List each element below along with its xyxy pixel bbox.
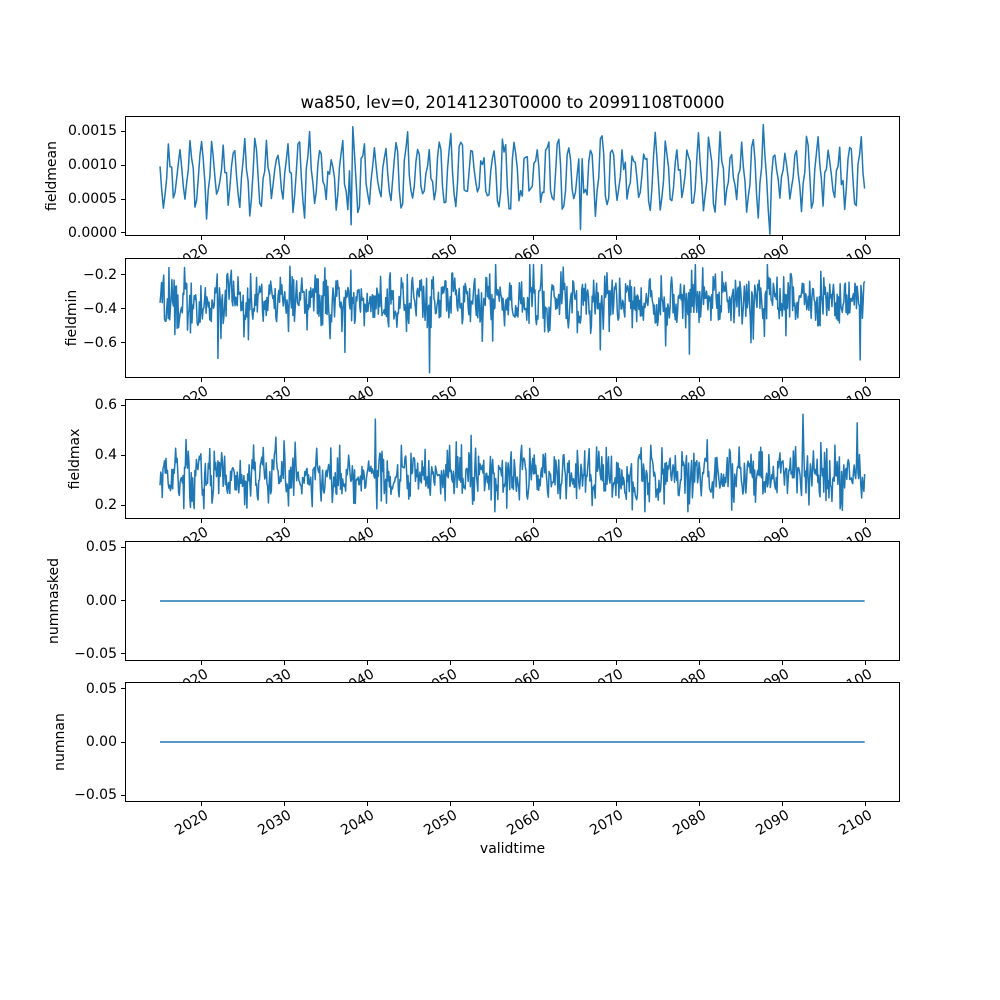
x-tick-mark xyxy=(865,519,866,523)
y-tick-label: 0.0000 xyxy=(68,224,117,241)
x-tick-mark xyxy=(533,519,534,523)
y-tick-mark xyxy=(121,547,125,548)
x-tick-mark xyxy=(782,236,783,240)
x-tick-mark xyxy=(450,519,451,523)
y-tick-label: −0.4 xyxy=(83,300,117,317)
x-tick-label: 2090 xyxy=(753,807,793,839)
x-tick-mark xyxy=(367,236,368,240)
x-tick-mark xyxy=(367,802,368,806)
subplot-numnan xyxy=(125,682,900,802)
x-tick-mark xyxy=(782,519,783,523)
y-tick-label: 0.0015 xyxy=(68,123,117,140)
y-tick-mark xyxy=(121,405,125,406)
plot-area-fieldmax xyxy=(126,400,899,518)
x-tick-mark xyxy=(533,661,534,665)
line-series-fieldmin xyxy=(160,264,865,372)
y-tick-mark xyxy=(121,600,125,601)
x-tick-mark xyxy=(284,519,285,523)
x-tick-label: 2060 xyxy=(504,807,544,839)
x-tick-mark xyxy=(367,519,368,523)
x-tick-mark xyxy=(699,519,700,523)
x-tick-mark xyxy=(450,236,451,240)
x-tick-mark xyxy=(865,661,866,665)
x-tick-mark xyxy=(865,802,866,806)
x-tick-mark xyxy=(616,378,617,382)
y-tick-mark xyxy=(121,505,125,506)
x-tick-label: 2030 xyxy=(255,807,295,839)
x-tick-mark xyxy=(450,661,451,665)
x-tick-mark xyxy=(865,236,866,240)
y-tick-label: 0.0010 xyxy=(68,157,117,174)
y-tick-mark xyxy=(121,165,125,166)
x-tick-mark xyxy=(699,378,700,382)
x-tick-mark xyxy=(450,378,451,382)
x-tick-mark xyxy=(201,519,202,523)
y-tick-mark xyxy=(121,131,125,132)
plot-area-nummasked xyxy=(126,542,899,660)
x-tick-mark xyxy=(865,378,866,382)
x-tick-label: 2020 xyxy=(172,807,212,839)
y-tick-mark xyxy=(121,742,125,743)
y-axis-label-numnan: numnan xyxy=(52,713,68,771)
x-axis-label: validtime xyxy=(479,841,546,857)
x-tick-mark xyxy=(533,802,534,806)
x-tick-label: 2070 xyxy=(587,807,627,839)
y-tick-mark xyxy=(121,688,125,689)
x-tick-mark xyxy=(284,802,285,806)
x-tick-mark xyxy=(201,378,202,382)
y-tick-mark xyxy=(121,795,125,796)
y-tick-label: −0.05 xyxy=(74,787,117,804)
x-tick-mark xyxy=(782,661,783,665)
x-tick-mark xyxy=(450,802,451,806)
y-tick-mark xyxy=(121,653,125,654)
x-tick-mark xyxy=(367,378,368,382)
y-tick-label: 0.05 xyxy=(85,680,117,697)
x-tick-label: 2040 xyxy=(338,807,378,839)
x-tick-mark xyxy=(616,236,617,240)
y-tick-mark xyxy=(121,455,125,456)
x-tick-mark xyxy=(616,519,617,523)
y-axis-label-fieldmean: fieldmean xyxy=(44,141,60,211)
subplot-fieldmin xyxy=(125,258,900,378)
x-tick-mark xyxy=(699,236,700,240)
x-tick-mark xyxy=(284,661,285,665)
x-tick-mark xyxy=(367,661,368,665)
x-tick-mark xyxy=(699,802,700,806)
subplot-fieldmean xyxy=(125,116,900,236)
y-tick-mark xyxy=(121,308,125,309)
y-tick-label: −0.6 xyxy=(83,334,117,351)
x-tick-label: 2100 xyxy=(836,807,876,839)
x-tick-mark xyxy=(284,236,285,240)
plot-area-fieldmin xyxy=(126,259,899,377)
y-axis-label-nummasked: nummasked xyxy=(46,557,62,644)
x-tick-mark xyxy=(284,378,285,382)
y-tick-mark xyxy=(121,232,125,233)
y-axis-label-fieldmax: fieldmax xyxy=(67,428,83,490)
x-tick-mark xyxy=(699,661,700,665)
x-tick-mark xyxy=(616,661,617,665)
x-tick-mark xyxy=(201,661,202,665)
x-tick-mark xyxy=(201,236,202,240)
y-tick-label: 0.4 xyxy=(94,447,117,464)
y-tick-label: −0.05 xyxy=(74,645,117,662)
y-tick-label: −0.2 xyxy=(83,266,117,283)
y-tick-mark xyxy=(121,199,125,200)
y-tick-label: 0.00 xyxy=(85,592,117,609)
x-tick-label: 2050 xyxy=(421,807,461,839)
plot-area-numnan xyxy=(126,683,899,801)
subplot-fieldmax xyxy=(125,399,900,519)
y-axis-label-fieldmin: fieldmin xyxy=(64,289,80,346)
y-tick-label: 0.00 xyxy=(85,734,117,750)
plot-area-fieldmean xyxy=(126,117,899,235)
x-tick-mark xyxy=(616,802,617,806)
y-tick-label: 0.0005 xyxy=(68,191,117,208)
x-tick-mark xyxy=(782,802,783,806)
x-tick-mark xyxy=(782,378,783,382)
line-series-fieldmax xyxy=(160,414,865,512)
y-tick-mark xyxy=(121,342,125,343)
x-tick-label: 2080 xyxy=(670,807,710,839)
x-tick-mark xyxy=(533,378,534,382)
y-tick-label: 0.05 xyxy=(85,539,117,556)
subplot-nummasked xyxy=(125,541,900,661)
x-tick-mark xyxy=(533,236,534,240)
y-tick-mark xyxy=(121,274,125,275)
y-tick-label: 0.6 xyxy=(94,397,117,414)
x-tick-mark xyxy=(201,802,202,806)
chart-title: wa850, lev=0, 20141230T0000 to 20991108T0000 xyxy=(300,93,725,112)
y-tick-label: 0.2 xyxy=(94,497,117,514)
line-series-fieldmean xyxy=(160,125,865,235)
